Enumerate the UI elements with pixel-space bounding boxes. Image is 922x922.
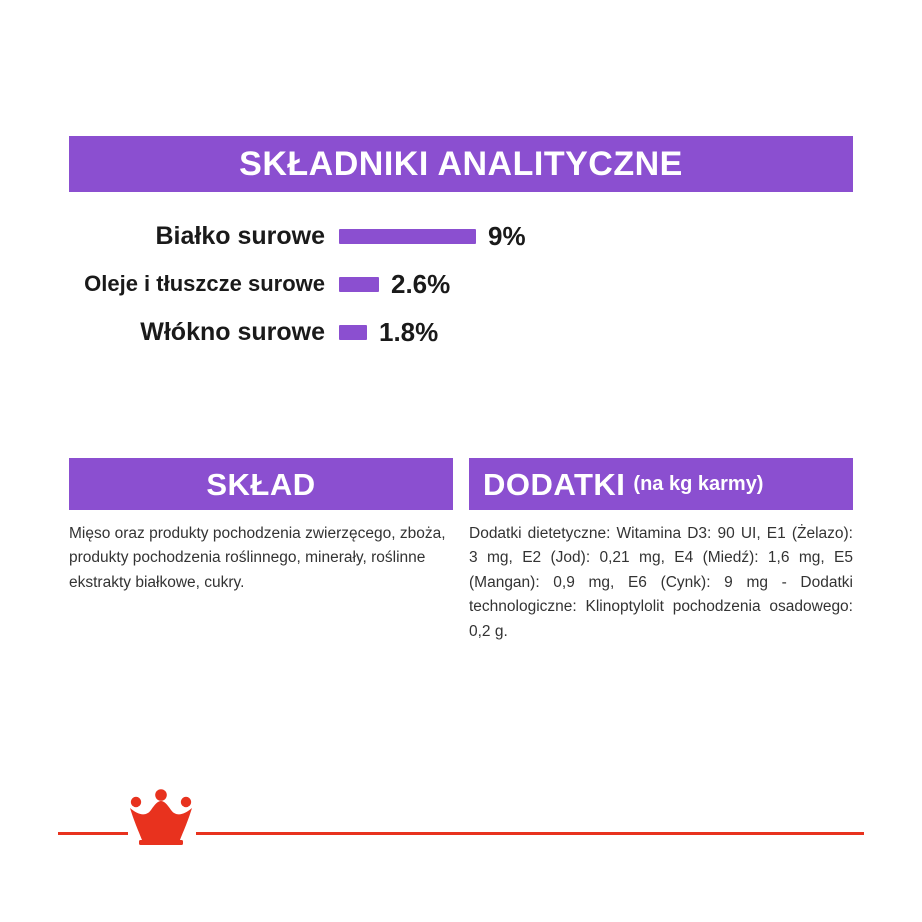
additives-text: Dodatki dietetyczne: Witamina D3: 90 UI, E1 (Żelazo): 3 mg, E2 (Jod): 0,21 mg, E4 (Miedź): 1,6 mg, E5 (Mangan): 0,9 mg, E6 (Cynk): 9 mg - Dodatki technologiczne: Klinoptylolit pochodzenia osadowego: 0,2 g. xyxy=(469,525,853,640)
analytical-row-value: 2.6% xyxy=(391,268,451,299)
analytical-row xyxy=(69,212,853,260)
analytical-row-value: 1.8% xyxy=(379,316,439,347)
additives-panel xyxy=(469,458,853,644)
analytical-section-title: SKŁADNIKI ANALITYCZNE xyxy=(239,145,683,183)
additives-header xyxy=(469,458,853,510)
analytical-section-header xyxy=(69,136,853,192)
composition-text: Mięso oraz produkty pochodzenia zwierzęcego, zboża, produkty pochodzenia roślinnego, minerały, roślinne ekstrakty białkowe, cukry. xyxy=(69,525,446,591)
additives-title: DODATKI xyxy=(483,466,626,502)
footer-rule-right xyxy=(196,832,864,835)
analytical-row-bar xyxy=(339,229,476,244)
analytical-bar-chart xyxy=(69,212,853,356)
analytical-row-bar xyxy=(339,325,367,340)
analytical-row-label: Włókno surowe xyxy=(140,317,325,346)
composition-title: SKŁAD xyxy=(206,466,316,502)
analytical-row xyxy=(69,260,853,308)
analytical-row-label: Białko surowe xyxy=(155,221,325,250)
composition-panel xyxy=(69,458,453,595)
analytical-row xyxy=(69,308,853,356)
analytical-row-value: 9% xyxy=(488,220,526,251)
footer-rule-left xyxy=(58,832,128,835)
composition-header xyxy=(69,458,453,510)
footer xyxy=(0,770,922,860)
analytical-row-bar xyxy=(339,277,379,292)
royal-canin-crown-logo-icon xyxy=(122,788,200,846)
analytical-row-label: Oleje i tłuszcze surowe xyxy=(84,271,325,296)
additives-subtitle: (na kg karmy) xyxy=(633,473,764,495)
